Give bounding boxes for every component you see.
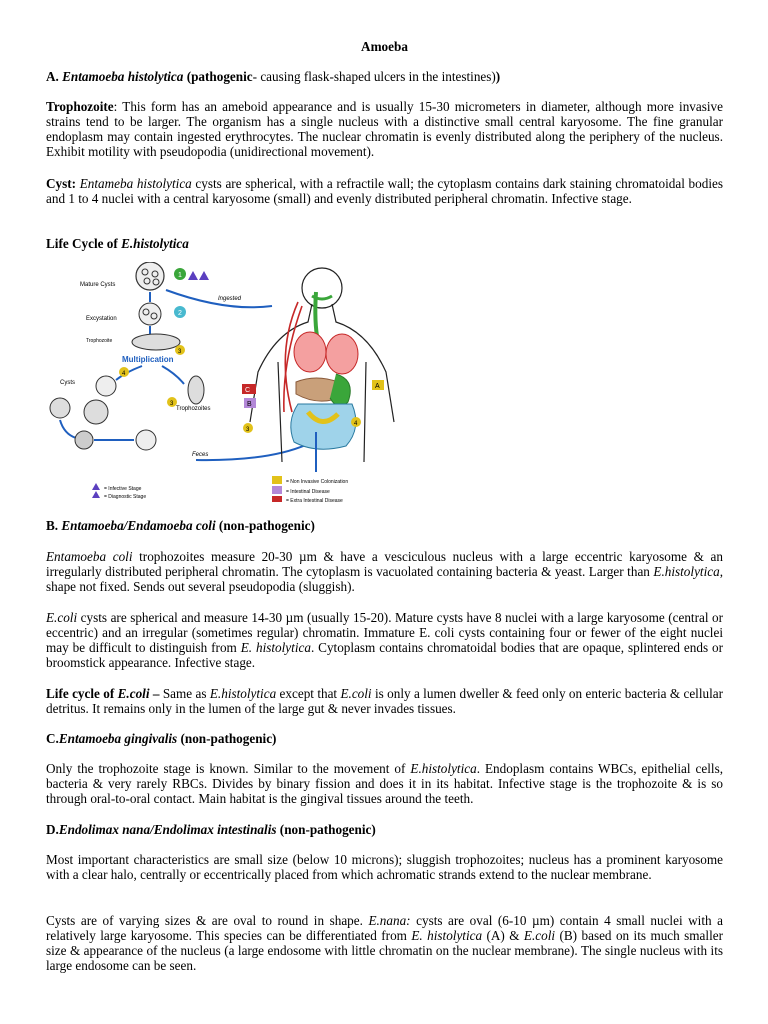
excystation-icon xyxy=(139,303,161,325)
ingested-label: Ingested xyxy=(218,296,242,302)
cyst-icon xyxy=(75,431,93,449)
trophozoite-paragraph: Trophozoite: This form has an ameboid appearance and is usually 15-30 micrometers in diameter, although more invasive strains tend to be larger. The organism has a single nucleus with a distinctive small central karyosome. The fine granular endoplasm may contain ingested erythrocytes. The nuclear chromatin is evenly distributed along the periphery of the nucleus. Exhibit motility with pseudopodia (unidirectional movement). xyxy=(46,99,723,159)
multiplication-label: Multiplication xyxy=(122,355,174,364)
cyst-icon xyxy=(96,376,116,396)
cysts-label: Cysts xyxy=(60,380,75,386)
endolimax-paragraph-1: Most important characteristics are small size (below 10 microns); sluggish trophozoites; nucleus has a prominent karyosome with a clear halo, centrally or eccentrically placed from which achromatic strands extend to the nuclear membrane. xyxy=(46,852,723,882)
svg-text:2: 2 xyxy=(178,310,182,317)
svg-text:4: 4 xyxy=(122,371,126,377)
svg-text:B: B xyxy=(247,401,252,408)
gingivalis-paragraph: Only the trophozoite stage is known. Similar to the movement of E.histolytica. Endoplasm contains WBCs, epithelial cells, bacteria & very rarely RBCs. Divides by binary fission and does it in its habitat. Infective stage is the trophozoite & is so through oral-to-oral contact. Main habitat is the gingival tissues around the teeth. xyxy=(46,761,724,806)
section-a-heading: A. Entamoeba histolytica (pathogenic- causing flask-shaped ulcers in the intestines)) xyxy=(46,69,501,84)
svg-text:3: 3 xyxy=(170,401,174,407)
svg-text:1: 1 xyxy=(178,272,182,279)
arrow xyxy=(60,420,76,438)
cyst-icon xyxy=(84,400,108,424)
infective-stage-icon xyxy=(188,271,198,280)
lifecycle-heading: Life Cycle of E.histolytica xyxy=(46,236,189,251)
svg-text:C: C xyxy=(245,387,251,394)
legend-c-swatch xyxy=(272,496,282,502)
trophozoite-icon xyxy=(188,376,204,404)
trophozoite-icon xyxy=(132,334,180,350)
arrow xyxy=(162,366,184,384)
legend-b: = Intestinal Disease xyxy=(286,489,330,495)
svg-text:3: 3 xyxy=(178,349,182,355)
cyst-icon xyxy=(50,398,70,418)
mature-cyst-icon xyxy=(136,262,164,290)
trophozoites-label: Trophozoites xyxy=(176,406,211,412)
ecoli-lifecycle-paragraph: Life cycle of E.coli – Same as E.histolytica except that E.coli is only a lumen dweller & feed only on enteric bacteria & cellular detritus. It remains only in the lumen of the large gut & never invades tissues. xyxy=(46,686,723,716)
legend-c: = Extra Intestinal Disease xyxy=(286,498,343,502)
endolimax-paragraph-2: Cysts are of varying sizes & are oval to round in shape. E.nana: cysts are oval (6-10 µm) contain 4 small nuclei with a relatively large karyosome. This species can be differentiated from E. histolytica (A) & E.coli (B) based on its much smaller size & appearance of the nucleus (a large endosome with little chromatin on the nuclear membrane). The single nucleus with its large endosome can be seen. xyxy=(46,913,723,973)
infective-stage-icon xyxy=(92,483,100,490)
legend-a: = Non Invasive Colonization xyxy=(286,479,349,485)
svg-text:3: 3 xyxy=(246,427,250,433)
svg-text:4: 4 xyxy=(354,421,358,427)
cyst-icon xyxy=(136,430,156,450)
life-cycle-diagram xyxy=(46,262,406,502)
page-title: Amoeba xyxy=(361,39,408,54)
diagnostic-stage-icon xyxy=(199,271,209,280)
diagnostic-stage-icon xyxy=(92,491,100,498)
mature-cysts-label: Mature Cysts xyxy=(80,282,116,288)
ecoli-trophozoite-paragraph: Entamoeba coli trophozoites measure 20-30 µm & have a vesciculous nucleus with a large eccentric karyosome & an irregularly distributed peripheral chromatin. The cytoplasm is vacuolated containing bacteria & yeast. Larger than E.histolytica, shape not fixed. Sends out several pseudopodia (sluggish). xyxy=(46,549,723,594)
legend-b-swatch xyxy=(272,486,282,494)
feces-label: Feces xyxy=(192,452,209,458)
ecoli-cyst-paragraph: E.coli cysts are spherical and measure 14-30 µm (usually 15-20). Mature cysts have 8 nuclei with a large karyosome (central or eccentric) and an irregular (sometimes regular) chromatin. Immature E. coli cysts containing four or fewer of the eight nuclei may be difficult to distinguish from E. histolytica. Cytoplasm contains chromatoidal bodies that are opaque, splintered ends or broomstick appearance. Infective stage. xyxy=(46,610,723,670)
trophozoite-label: Trophozoite xyxy=(86,338,113,344)
human-body-diagram xyxy=(250,268,394,472)
legend-a-swatch xyxy=(272,476,282,484)
excystation-label: Excystation xyxy=(86,316,117,322)
legend-infective: = Infective Stage xyxy=(104,486,142,492)
section-b-heading: B. Entamoeba/Endamoeba coli (non-pathogenic) xyxy=(46,518,315,533)
legend-diagnostic: = Diagnostic Stage xyxy=(104,494,147,500)
section-c-heading: C.Entamoeba gingivalis (non-pathogenic) xyxy=(46,731,277,746)
section-d-heading: D.Endolimax nana/Endolimax intestinalis (non-pathogenic) xyxy=(46,822,376,837)
cyst-paragraph: Cyst: Entameba histolytica cysts are spherical, with a refractile wall; the cytoplasm contains dark staining chromatoidal bodies and 1 to 4 nuclei with a central karyosome (small) and evenly distributed peripheral chromatin. Infective stage. xyxy=(46,176,723,206)
svg-text:A: A xyxy=(375,383,380,390)
